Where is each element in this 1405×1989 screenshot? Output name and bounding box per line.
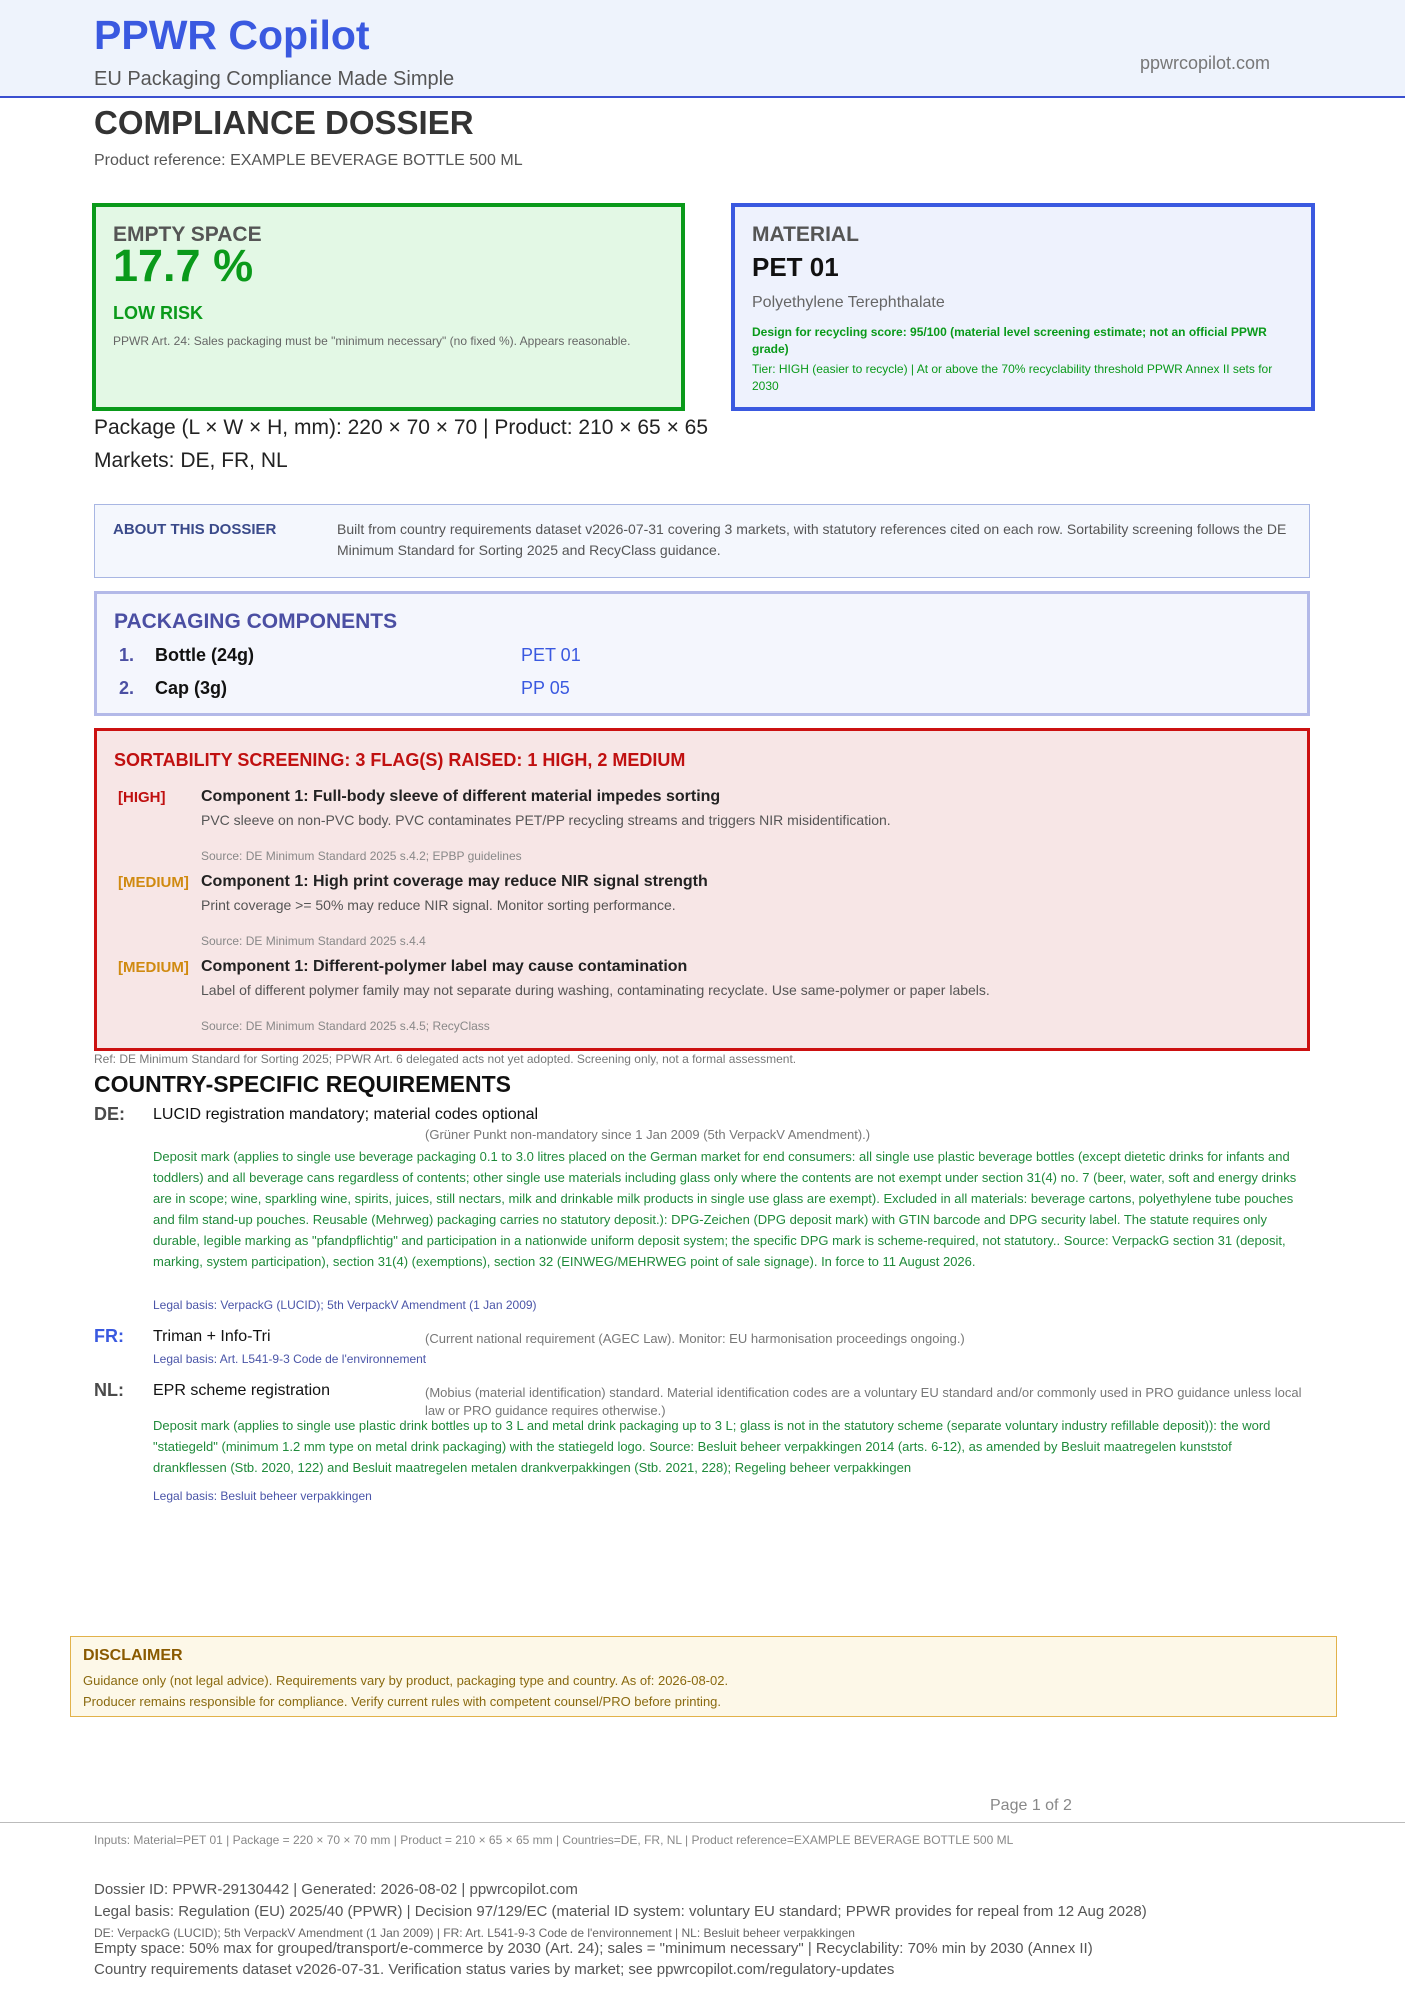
material-code: PET 01 [752, 252, 839, 282]
flag-description: PVC sleeve on non-PVC body. PVC contaminates PET/PP recycling streams and triggers NIR misidentification. [201, 812, 891, 828]
flag-description: Print coverage >= 50% may reduce NIR signal. Monitor sorting performance. [201, 897, 676, 913]
footer-thresholds: Empty space: 50% max for grouped/transport/e-commerce by 2030 (Art. 24); sales = "minimum necessary" | Recyclability: 70% min by 2030 (Annex II) [94, 1940, 1093, 1957]
flag-item [97, 873, 1297, 953]
country-note-fr: (Current national requirement (AGEC Law). Monitor: EU harmonisation proceedings ongoing.) [425, 1331, 965, 1346]
legal-basis-nl: Legal basis: Besluit beheer verpakkingen [153, 1489, 372, 1503]
package-dimensions: Package (L × W × H, mm): 220 × 70 × 70 | Product: 210 × 65 × 65 [94, 416, 709, 439]
flag-source: Source: DE Minimum Standard 2025 s.4.5; RecyClass [201, 1019, 490, 1033]
about-heading: ABOUT THIS DOSSIER [113, 521, 277, 538]
flag-title: Component 1: High print coverage may reduce NIR signal strength [201, 873, 708, 890]
country-note-de: (Grüner Punkt non-mandatory since 1 Jan 2009 (5th VerpackV Amendment).) [425, 1127, 871, 1142]
country-code-fr: FR: [94, 1326, 124, 1346]
deposit-details-de: Deposit mark (applies to single use beverage packaging 0.1 to 3.0 litres placed on the German market for end consumers: all single use plastic beverage bottles (except dietetic drinks for infants and toddlers) and all beverage cans regardless of contents; other single use materials including glass only where the contents are not exempt under section 31(4) no. 7 (beer, water, soft and energy drinks are in scope; wine, sparkling wine, spirits, juices, still nectars, milk and drinkable milk products in single use glass are exempt). Excluded in all materials: beverage cartons, polyethylene tube pouches and film stand-up pouches. Reusable (Mehrweg) packaging carries no statutory deposit.): DPG-Zeichen (DPG deposit mark) with GTIN barcode and DPG security label. The statute requires only durable, legible marking as "pfandpflichtig" and participation in a nationwide uniform deposit system; the specific DPG mark is scheme-required, not statutory.. Source: VerpackG section 31 (deposit, marking, system participation), section 31(4) (exemptions), section 32 (EINWEG/MEHRWEG point of sale signage). In force to 11 August 2026. [153, 1149, 1297, 1269]
about-text: Built from country requirements dataset v2026-07-31 covering 3 markets, with statutory references cited on each row. Sortability screening follows the DE Minimum Standard for Sorting 2025 and RecyClass guidance. [337, 521, 1287, 558]
empty-space-value: 17.7 % [113, 240, 254, 291]
footer-legal-basis: Legal basis: Regulation (EU) 2025/40 (PPWR) | Decision 97/129/EC (material ID system: voluntary EU standard; PPWR provides for repeal from 12 Aug 2028) [94, 1903, 1147, 1920]
product-reference: Product reference: EXAMPLE BEVERAGE BOTTLE 500 ML [94, 152, 523, 169]
flag-level: [HIGH] [118, 789, 166, 806]
page-title: COMPLIANCE DOSSIER [94, 104, 474, 141]
sortability-heading: SORTABILITY SCREENING: 3 FLAG(S) RAISED: 1 HIGH, 2 MEDIUM [114, 750, 686, 770]
material-name: Polyethylene Terephthalate [752, 294, 945, 311]
recycling-tier: Tier: HIGH (easier to recycle) | At or above the 70% recyclability threshold PPWR Annex II sets for 2030 [752, 362, 1273, 393]
flag-item [97, 788, 1297, 868]
disclaimer-line-1: Guidance only (not legal advice). Requirements vary by product, packaging type and country. As of: 2026-08-02. [83, 1673, 729, 1688]
about-dossier-box [94, 504, 1310, 578]
flag-description: Label of different polymer family may not separate during washing, contaminating recyclate. Use same-polymer or paper labels. [201, 982, 990, 998]
recycling-score: Design for recycling score: 95/100 (material level screening estimate; not an official PPWR grade) [752, 325, 1267, 356]
country-requirement-fr: Triman + Info-Tri [153, 1328, 271, 1345]
list-item [97, 645, 1297, 675]
footer-divider [0, 1822, 1405, 1823]
disclaimer-line-2: Producer remains responsible for compliance. Verify current rules with competent counsel/PRO before printing. [83, 1694, 722, 1709]
component-material: PET 01 [521, 645, 581, 665]
deposit-details-nl: Deposit mark (applies to single use plastic drink bottles up to 3 L and metal drink packaging up to 3 L; glass is not in the statutory scheme (separate voluntary industry refillable deposit)): the word "statiegeld" (minimum 1.2 mm type on metal drink packaging) with the statiegeld logo. Source: Besluit beheer verpakkingen 2014 (arts. 6-12), as amended by Besluit maatregelen kunststof drankflessen (Stb. 2020, 122) and Besluit maatregelen metalen drankverpakkingen (Stb. 2021, 228); Regeling beheer verpakkingen [153, 1418, 1271, 1475]
components-heading: PACKAGING COMPONENTS [114, 610, 398, 633]
footer-inputs: Inputs: Material=PET 01 | Package = 220 × 70 × 70 mm | Product = 210 × 65 × 65 mm | Countries=DE, FR, NL | Product reference=EXAMPLE BEVERAGE BOTTLE 500 ML [94, 1833, 1014, 1847]
material-label: MATERIAL [752, 223, 859, 246]
country-code-de: DE: [94, 1104, 125, 1124]
component-material: PP 05 [521, 678, 570, 698]
country-requirement-nl: EPR scheme registration [153, 1382, 330, 1399]
flag-title: Component 1: Full-body sleeve of different material impedes sorting [201, 788, 721, 805]
sortability-box [94, 728, 1310, 1051]
flag-source: Source: DE Minimum Standard 2025 s.4.4 [201, 934, 426, 948]
country-code-nl: NL: [94, 1380, 124, 1400]
footer-country-legal: DE: VerpackG (LUCID); 5th VerpackV Amendment (1 Jan 2009) | FR: Art. L541-9-3 Code de l'environnement | NL: Besluit beheer verpakkingen [94, 1926, 855, 1940]
site-link[interactable]: ppwrcopilot.com [1139, 53, 1270, 73]
flag-title: Component 1: Different-polymer label may cause contamination [201, 958, 688, 975]
flag-level: [MEDIUM] [118, 959, 189, 976]
legal-basis-fr: Legal basis: Art. L541-9-3 Code de l'environnement [153, 1352, 427, 1366]
legal-basis-de: Legal basis: VerpackG (LUCID); 5th VerpackV Amendment (1 Jan 2009) [153, 1298, 537, 1312]
component-name: Bottle (24g) [155, 645, 254, 665]
component-number: 2. [119, 678, 135, 698]
empty-space-note: PPWR Art. 24: Sales packaging must be "minimum necessary" (no fixed %). Appears reasonable. [113, 334, 631, 348]
disclaimer-heading: DISCLAIMER [83, 1647, 183, 1664]
risk-level: LOW RISK [113, 303, 203, 323]
footer-dataset: Country requirements dataset v2026-07-31. Verification status varies by market; see ppwrcopilot.com/regulatory-updates [94, 1961, 895, 1978]
empty-space-card [92, 203, 685, 411]
packaging-components-box [94, 591, 1310, 716]
disclaimer-box [70, 1636, 1337, 1717]
country-requirements-heading: COUNTRY-SPECIFIC REQUIREMENTS [94, 1071, 512, 1097]
flag-source: Source: DE Minimum Standard 2025 s.4.2; EPBP guidelines [201, 849, 522, 863]
component-number: 1. [119, 645, 135, 665]
brand-name: PPWR Copilot [94, 12, 370, 58]
brand-tagline: EU Packaging Compliance Made Simple [94, 68, 455, 90]
component-name: Cap (3g) [155, 678, 227, 698]
country-note-nl: (Mobius (material identification) standard. Material identification codes are a voluntary EU standard and/or commonly used in PRO guidance unless local law or PRO guidance requires otherwise.) [425, 1385, 1302, 1418]
material-card [731, 203, 1315, 411]
sortability-reference: Ref: DE Minimum Standard for Sorting 2025; PPWR Art. 6 delegated acts not yet adopted. Screening only, not a formal assessment. [94, 1052, 797, 1066]
markets: Markets: DE, FR, NL [94, 449, 288, 472]
footer-dossier-id: Dossier ID: PPWR-29130442 | Generated: 2026-08-02 | ppwrcopilot.com [94, 1881, 578, 1898]
flag-level: [MEDIUM] [118, 874, 189, 891]
empty-space-label: EMPTY SPACE [113, 223, 262, 246]
country-requirement-de: LUCID registration mandatory; material codes optional [153, 1106, 539, 1123]
list-item [97, 678, 1297, 708]
flag-item [97, 958, 1297, 1038]
page-number: Page 1 of 2 [990, 1797, 1072, 1814]
